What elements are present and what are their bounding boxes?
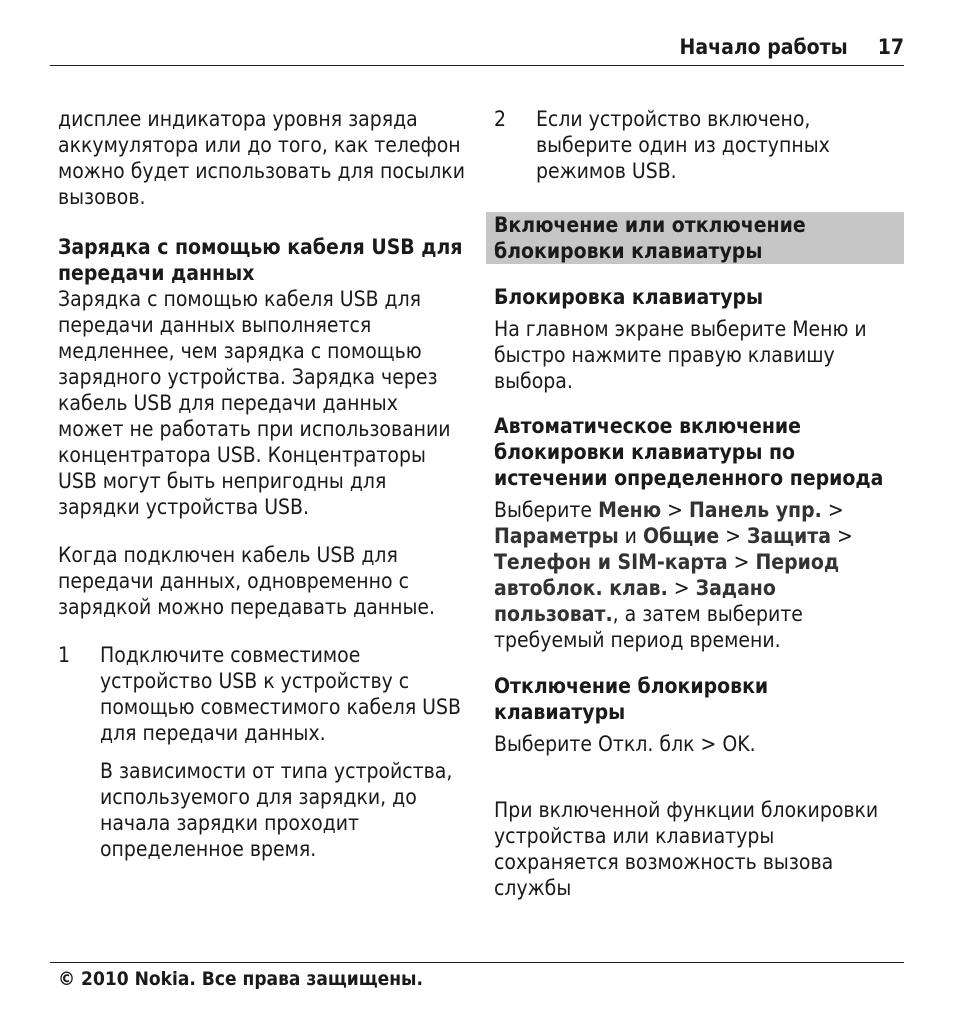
left-column: [58, 106, 468, 862]
auto-lock-instructions: [494, 497, 904, 653]
menu-path-phone-sim: Телефон и SIM-карта: [494, 550, 728, 574]
path-separator: >: [667, 576, 696, 600]
menu-path-general: Общие: [642, 524, 720, 548]
header-section-title: Начало работы: [679, 35, 848, 59]
keylock-heading: Блокировка клавиатуры: [494, 285, 764, 309]
menu-path-user-defined: Задано пользоват.: [494, 576, 776, 626]
step-1-text: Подключите совместимое устройство USB к устройству с помощью совместимого кабеля USB для передачи данных.: [100, 643, 461, 745]
path-separator: >: [719, 524, 747, 548]
auto-lock-heading: Автоматическое включение блокировки клавиатуры по истечении определенного периода: [494, 414, 884, 490]
usb-charging-paragraph: Зарядка с помощью кабеля USB для передачи данных выполняется медленнее, чем зарядка с помощью зарядного устройства. Зарядка через кабель USB для передачи данных может не работать при использовании концентратора USB. Концентраторы USB могут быть непригодны для зарядки устройства USB.: [58, 287, 451, 519]
step-1-number: 1: [58, 643, 71, 667]
keylock-text: На главном экране выберите Меню и быстро нажмите правую клавишу выбора.: [494, 317, 867, 393]
usb-data-transfer-paragraph: Когда подключен кабель USB для передачи данных, одновременно с зарядкой можно передавать данные.: [58, 543, 436, 619]
auto-lock-suffix: , а затем выберите требуемый период времени.: [494, 602, 803, 652]
menu-path-panel: Панель упр.: [688, 498, 822, 522]
step-2: [494, 106, 904, 184]
step-2-number: 2: [494, 107, 507, 131]
menu-path-params: Параметры: [494, 524, 619, 548]
menu-path-security: Защита: [746, 524, 831, 548]
page-header: [50, 35, 904, 66]
unlock-heading: Отключение блокировки клавиатуры: [494, 674, 769, 724]
path-separator: >: [661, 498, 689, 522]
step-2-text: Если устройство включено, выберите один из доступных режимов USB.: [536, 107, 830, 183]
path-and: и: [618, 524, 643, 548]
unlock-text: Выберите Откл. блк > OK.: [494, 732, 756, 756]
right-column: [494, 106, 904, 901]
usb-charging-heading: Зарядка с помощью кабеля USB для передачи данных: [58, 235, 463, 285]
menu-path-period: Период автоблок. клав.: [494, 550, 840, 600]
path-separator: >: [830, 524, 853, 548]
intro-paragraph: дисплее индикатора уровня заряда аккумулятора или до того, как телефон можно будет использовать для посылки вызовов.: [58, 107, 465, 209]
step-1: [58, 642, 468, 862]
menu-path-menu: Меню: [598, 498, 662, 522]
copyright: © 2010 Nokia. Все права защищены.: [58, 968, 423, 990]
emergency-call-text: При включенной функции блокировки устройства или клавиатуры сохраняется возможность вызова службы: [494, 798, 879, 900]
path-separator: >: [821, 498, 844, 522]
step-1-note: В зависимости от типа устройства, используемого для зарядки, до начала зарядки проходит определенное время.: [100, 759, 453, 861]
page-footer: [50, 962, 904, 990]
page-number: 17: [877, 35, 904, 59]
path-separator: >: [727, 550, 756, 574]
auto-lock-prefix: Выберите: [494, 498, 599, 522]
keylock-section-heading: Включение или отключение блокировки клавиатуры: [486, 212, 904, 264]
